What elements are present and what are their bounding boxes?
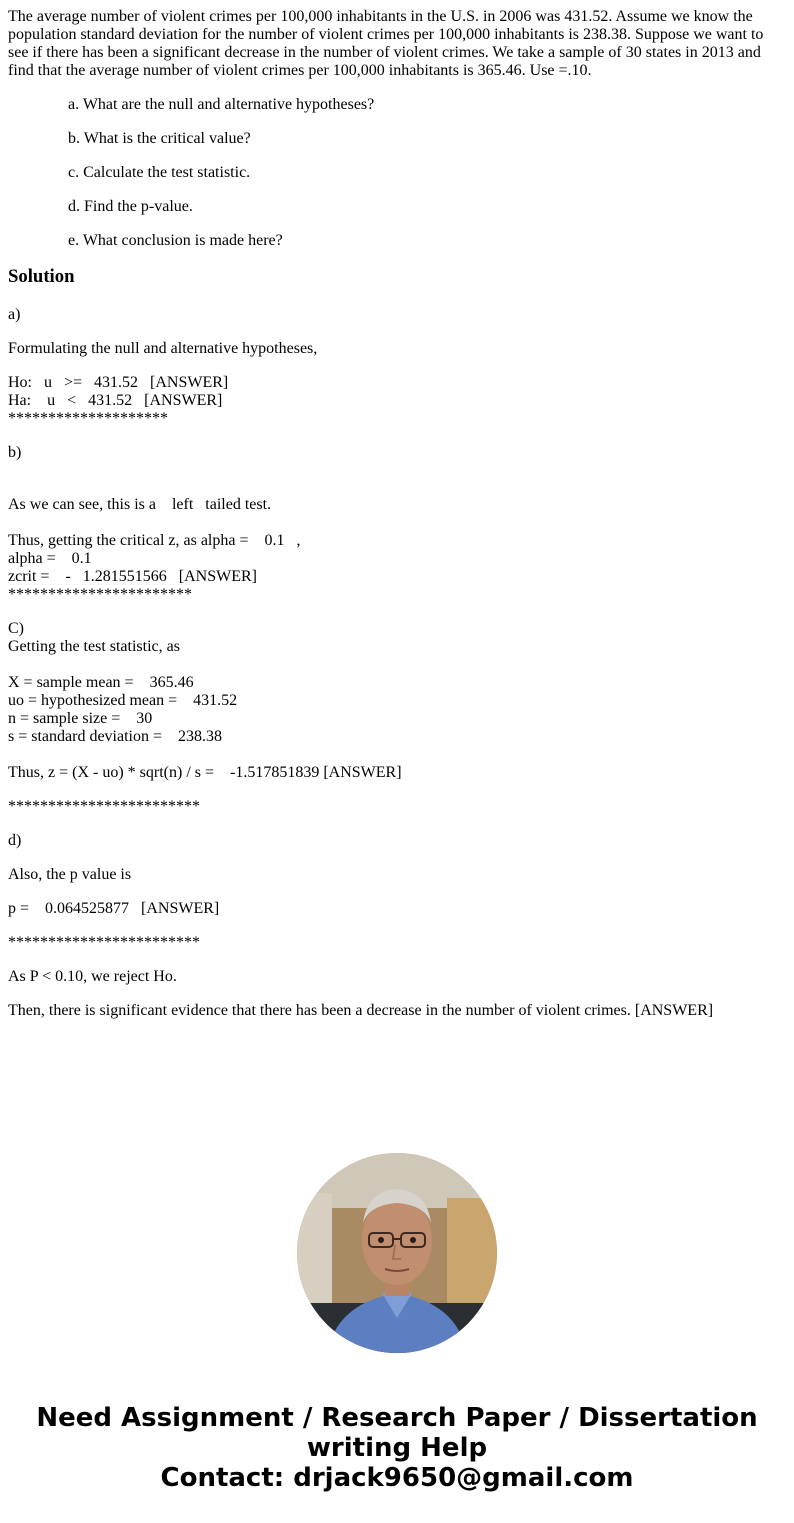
critical-z: zcrit = - 1.281551566 [ANSWER] [8,568,257,585]
separator-a: ******************** [8,410,168,427]
separator-d: ************************ [8,934,200,951]
sample-mean: X = sample mean = 365.46 [8,674,194,691]
question-text: The average number of violent crimes per 100,000 inhabitants in the U.S. in 2006 was 431.52. Assume we know the population standard deviation for the number of violent crimes per 100,000 inhabitants is 238.38. Suppose we want to see if there has been a significant decrease in the number of violent crimes. We take a sample of 30 states in 2013 and find that the average number of violent crimes per 100,000 inhabitants is 365.46. Use =.10. [8,8,764,79]
question-part-d: d. Find the p-value. [68,198,193,215]
part-c-label: C) [8,620,24,637]
part-d-intro: Also, the p value is [8,866,132,883]
question-parts [8,96,778,250]
part-b-label: b) [8,444,22,461]
hypothesized-mean: uo = hypothesized mean = 431.52 [8,692,238,709]
question-part-b: b. What is the critical value? [68,130,251,147]
question-part-a: a. What are the null and alternative hypotheses? [68,96,375,113]
part-a-label: a) [8,306,21,323]
avatar [297,1153,497,1353]
null-hypothesis: Ho: u >= 431.52 [ANSWER] [8,374,229,391]
alternative-hypothesis: Ha: u < 431.52 [ANSWER] [8,392,223,409]
test-statistic: Thus, z = (X - uo) * sqrt(n) / s = -1.517851839 [ANSWER] [8,764,402,781]
alpha-value: alpha = 0.1 [8,550,92,567]
decision: As P < 0.10, we reject Ho. [8,968,177,985]
spacer [8,656,778,674]
p-value: p = 0.064525877 [ANSWER] [8,900,220,917]
conclusion: Then, there is significant evidence that there has been a decrease in the number of violent crimes. [ANSWER] [8,1002,714,1019]
spacer [8,746,778,764]
question-part-e: e. What conclusion is made here? [68,232,283,249]
sample-size: n = sample size = 30 [8,710,153,727]
part-a-intro: Formulating the null and alternative hypotheses, [8,340,318,357]
solution-heading: Solution [8,266,75,287]
test-type: As we can see, this is a left tailed test. [8,496,272,513]
critical-intro: Thus, getting the critical z, as alpha = 0.1 , [8,532,301,549]
promo-contact: Contact: drjack9650@gmail.com [160,1463,634,1493]
promo-banner [0,1403,794,1493]
separator-c: ************************ [8,798,200,815]
document-content [8,8,778,1036]
promo-line-1: Need Assignment / Research Paper / Dissertation [36,1403,758,1433]
promo-line-2: writing Help [306,1433,488,1463]
standard-deviation: s = standard deviation = 238.38 [8,728,223,745]
spacer [8,462,778,480]
separator-b: *********************** [8,586,192,603]
question-part-c: c. Calculate the test statistic. [68,164,251,181]
avatar-photo [297,1153,497,1353]
part-d-label: d) [8,832,22,849]
part-c-intro: Getting the test statistic, as [8,638,180,655]
